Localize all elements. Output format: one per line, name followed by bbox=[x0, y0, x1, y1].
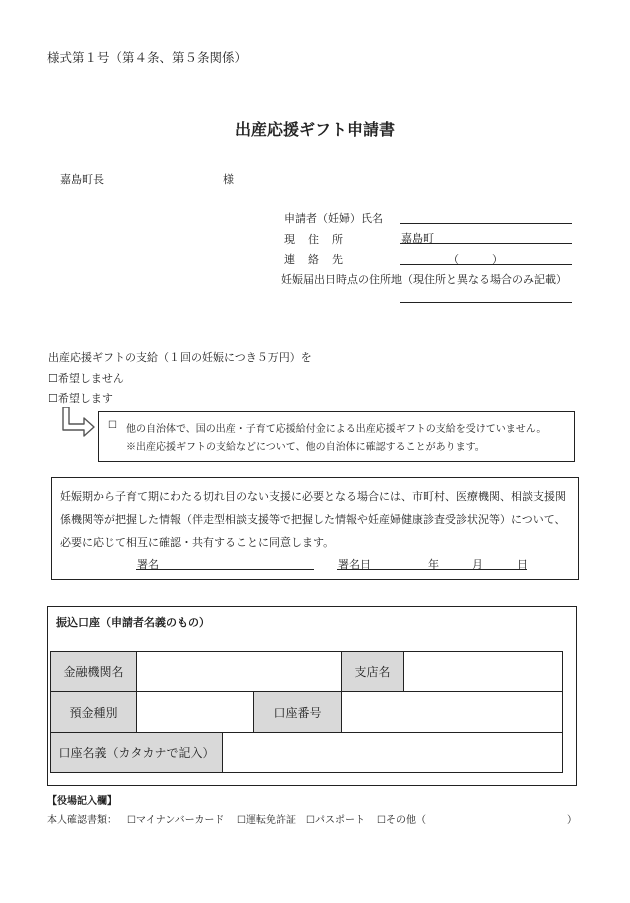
id-docs-label: 本人確認書類： bbox=[47, 815, 117, 826]
institution-label: 金融機関名 bbox=[50, 651, 137, 692]
day-label: 日 bbox=[517, 558, 528, 571]
pregnancy-address-field[interactable] bbox=[400, 302, 572, 303]
gift-question: 出産応援ギフトの支給（１回の妊娠につき５万円）を bbox=[48, 351, 312, 364]
option-accept[interactable]: ☐希望します bbox=[48, 392, 113, 405]
address-label: 現 住 所 bbox=[284, 233, 344, 246]
contact-label: 連 絡 先 bbox=[284, 253, 344, 266]
contact-field[interactable] bbox=[400, 264, 572, 265]
account-holder-label: 口座名義（カタカナで記入） bbox=[50, 732, 223, 773]
option-decline[interactable]: ☐希望しません bbox=[48, 372, 124, 385]
option-mynumber-card[interactable]: ☐マイナンバーカード bbox=[127, 815, 225, 826]
addressee-honorific: 様 bbox=[223, 173, 234, 186]
date-field[interactable] bbox=[337, 569, 527, 570]
bank-heading: 振込口座（申請者名義のもの） bbox=[56, 616, 210, 629]
consent-line-1: 妊娠期から子育て期にわたる切れ目のない支援に必要となる場合には、市町村、医療機関、相談支援関 bbox=[60, 490, 566, 503]
deposit-type-label: 預金種別 bbox=[50, 691, 137, 733]
address-field[interactable] bbox=[400, 243, 572, 244]
signature-label: 署名 bbox=[137, 558, 159, 571]
form-number: 様式第１号（第４条、第５条関係） bbox=[47, 50, 248, 65]
note-line-2: ※出産応援ギフトの支給などについて、他の自治体に確認することがあります。 bbox=[126, 442, 485, 453]
deposit-type-input[interactable] bbox=[136, 691, 254, 733]
arrow-right-icon bbox=[60, 407, 98, 437]
account-holder-input[interactable] bbox=[222, 732, 563, 773]
pregnancy-address-label: 妊娠届出日時点の住所地（現住所と異なる場合のみ記載） bbox=[281, 273, 567, 286]
note-checkbox[interactable]: ☐ bbox=[108, 420, 117, 431]
option-passport[interactable]: ☐パスポート bbox=[306, 815, 365, 826]
option-other[interactable]: ☐その他（ bbox=[377, 815, 426, 826]
signature-field[interactable] bbox=[136, 569, 314, 570]
year-label: 年 bbox=[428, 558, 439, 571]
consent-line-2: 係機関等が把握した情報（伴走型相談支援等で把握した情報や妊産婦健康診査受診状況等）について、 bbox=[60, 513, 566, 526]
applicant-name-label: 申請者（妊婦）氏名 bbox=[284, 212, 383, 225]
account-number-label: 口座番号 bbox=[253, 691, 342, 733]
institution-input[interactable] bbox=[136, 651, 342, 692]
addressee-name: 嘉島町長 bbox=[60, 173, 104, 186]
consent-line-3: 必要に応じて相互に確認・共有することに同意します。 bbox=[60, 536, 335, 549]
note-line-1: 他の自治体で、国の出産・子育て応援給付金による出産応援ギフトの支給を受けていません。 bbox=[126, 424, 547, 435]
account-number-input[interactable] bbox=[341, 691, 563, 733]
option-other-close-paren: ） bbox=[567, 815, 577, 826]
date-label: 署名日 bbox=[338, 558, 371, 571]
address-value: 嘉島町 bbox=[401, 232, 434, 245]
branch-input[interactable] bbox=[403, 651, 563, 692]
other-municipality-note bbox=[98, 411, 575, 462]
office-heading: 【役場記入欄】 bbox=[47, 796, 117, 807]
contact-parens: （ ） bbox=[448, 253, 503, 266]
applicant-name-field[interactable] bbox=[400, 223, 572, 224]
option-drivers-license[interactable]: ☐運転免許証 bbox=[237, 815, 296, 826]
month-label: 月 bbox=[472, 558, 483, 571]
page-title: 出産応援ギフト申請書 bbox=[234, 120, 395, 139]
branch-label: 支店名 bbox=[341, 651, 404, 692]
